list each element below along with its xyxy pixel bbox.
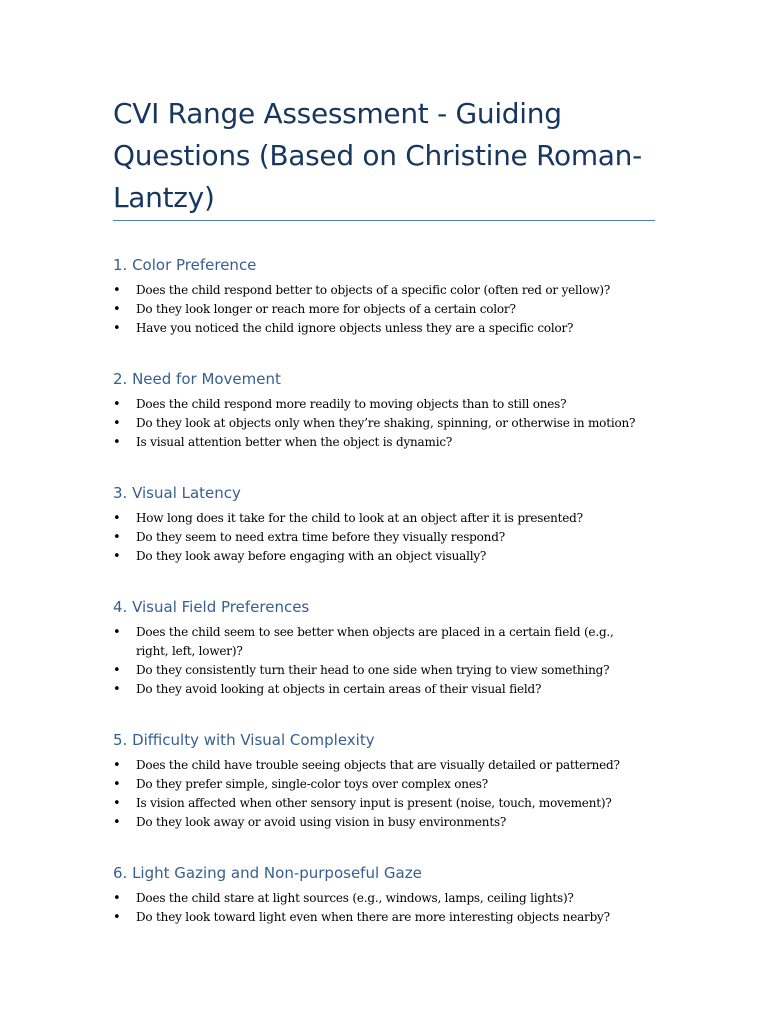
bullet-icon: • <box>113 758 121 773</box>
document-title: CVI Range Assessment - Guiding Questions (Based on Christine Roman-Lantzy) <box>113 97 642 214</box>
bullet-icon: • <box>113 663 121 678</box>
bullet-icon: • <box>113 321 121 336</box>
question-list <box>113 623 673 699</box>
bullet-icon: • <box>113 625 121 640</box>
section-visual-complexity <box>113 731 673 832</box>
section-heading: 2. Need for Movement <box>113 370 281 388</box>
question-text: Do they look longer or reach more for objects of a certain color? <box>136 302 516 316</box>
bullet-icon: • <box>113 302 121 317</box>
bullet-icon: • <box>113 910 121 925</box>
question-item <box>113 414 636 433</box>
question-text: Do they seem to need extra time before they visually respond? <box>136 530 505 544</box>
question-item <box>113 794 636 813</box>
section-heading: 6. Light Gazing and Non-purposeful Gaze <box>113 864 422 882</box>
question-list <box>113 889 673 927</box>
bullet-icon: • <box>113 815 121 830</box>
question-item <box>113 623 636 661</box>
question-list <box>113 509 673 566</box>
question-item <box>113 528 636 547</box>
question-item <box>113 433 636 452</box>
bullet-icon: • <box>113 416 121 431</box>
bullet-icon: • <box>113 511 121 526</box>
section-light-gazing <box>113 864 673 927</box>
section-heading: 5. Difficulty with Visual Complexity <box>113 731 375 749</box>
question-text: Does the child have trouble seeing objects that are visually detailed or patterned? <box>136 758 620 772</box>
section-color-preference <box>113 256 673 338</box>
section-visual-field-preferences <box>113 598 673 699</box>
bullet-icon: • <box>113 549 121 564</box>
question-item <box>113 300 636 319</box>
question-text: Do they prefer simple, single-color toys over complex ones? <box>136 777 488 791</box>
question-text: Do they look toward light even when there are more interesting objects nearby? <box>136 910 610 924</box>
section-heading: 4. Visual Field Preferences <box>113 598 310 616</box>
question-item <box>113 813 636 832</box>
question-item <box>113 509 636 528</box>
question-item <box>113 775 636 794</box>
question-text: Does the child respond better to objects of a specific color (often red or yellow)? <box>136 283 611 297</box>
bullet-icon: • <box>113 283 121 298</box>
section-visual-latency <box>113 484 673 566</box>
bullet-icon: • <box>113 435 121 450</box>
question-item <box>113 547 636 566</box>
question-text: Is vision affected when other sensory input is present (noise, touch, movement)? <box>136 796 612 810</box>
question-text: Does the child respond more readily to moving objects than to still ones? <box>136 397 567 411</box>
question-text: Have you noticed the child ignore objects unless they are a specific color? <box>136 321 574 335</box>
question-text: Does the child stare at light sources (e.g., windows, lamps, ceiling lights)? <box>136 891 574 905</box>
question-item <box>113 889 636 908</box>
question-item <box>113 908 636 927</box>
question-text: How long does it take for the child to look at an object after it is presented? <box>136 511 583 525</box>
question-list <box>113 395 673 452</box>
question-item <box>113 680 636 699</box>
question-item <box>113 281 636 300</box>
question-text: Do they look away before engaging with an object visually? <box>136 549 487 563</box>
question-text: Do they avoid looking at objects in certain areas of their visual field? <box>136 682 542 696</box>
title-divider <box>113 220 655 221</box>
bullet-icon: • <box>113 682 121 697</box>
bullet-icon: • <box>113 530 121 545</box>
question-text: Is visual attention better when the object is dynamic? <box>136 435 453 449</box>
question-item <box>113 319 636 338</box>
bullet-icon: • <box>113 777 121 792</box>
bullet-icon: • <box>113 891 121 906</box>
question-item <box>113 756 636 775</box>
question-list <box>113 756 673 832</box>
question-text: Do they look away or avoid using vision in busy environments? <box>136 815 507 829</box>
section-heading: 1. Color Preference <box>113 256 257 274</box>
question-list <box>113 281 673 338</box>
question-text: Do they look at objects only when they’re shaking, spinning, or otherwise in motion? <box>136 416 636 430</box>
question-item <box>113 661 636 680</box>
section-need-for-movement <box>113 370 673 452</box>
bullet-icon: • <box>113 796 121 811</box>
bullet-icon: • <box>113 397 121 412</box>
question-item <box>113 395 636 414</box>
question-text: Does the child seem to see better when objects are placed in a certain field (e.g., right, left, lower)? <box>136 625 614 658</box>
question-text: Do they consistently turn their head to one side when trying to view something? <box>136 663 610 677</box>
section-heading: 3. Visual Latency <box>113 484 241 502</box>
